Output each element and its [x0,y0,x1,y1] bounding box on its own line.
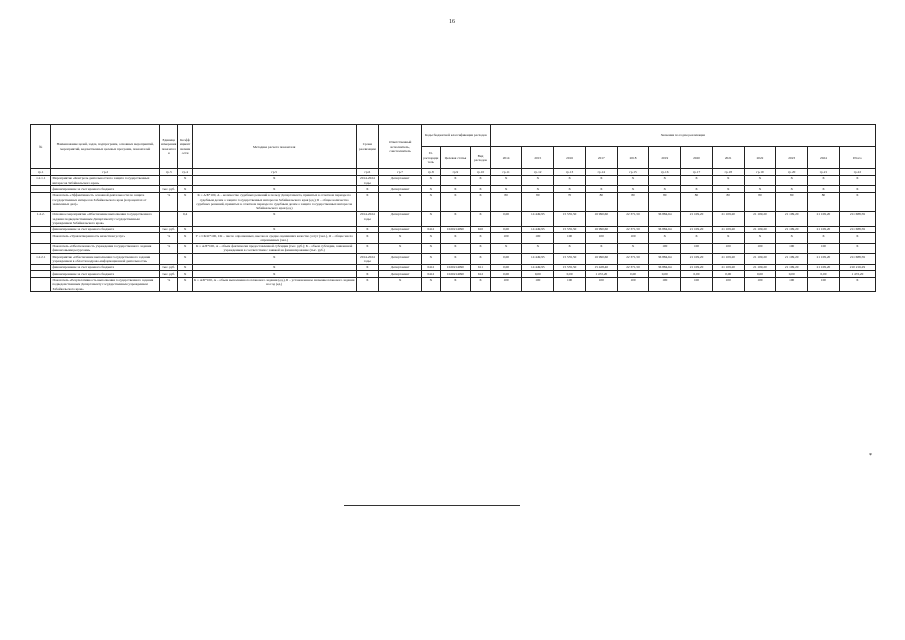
row-year-value: 21 109,20 [808,254,840,265]
row-year-value: 80 [617,192,649,211]
row-total-value: X [839,192,875,211]
column-number: гр.22 [839,169,875,175]
row-year-value: 21 109,20 [776,254,808,265]
row-year-value: X [617,243,649,254]
row-year-value: 80 [649,192,681,211]
column-number: гр.14 [585,169,617,175]
row-total-value: X [839,243,875,254]
row-year-value: 21 109,20 [776,226,808,232]
column-number: гр.5 [192,169,356,175]
row-name: финансирование за счет краевого бюджета [51,264,160,270]
row-code-target: X [440,211,471,226]
row-code-gr: X [422,232,440,243]
header-method: Методика расчета показателя [192,125,356,169]
row-method: К = А/Б*100, А – объем фактически предоставленной субсидии (тыс. руб.); Б – объем субсидии, заявленной учреждением в соответствии с заявкой на финансирование (тыс. руб.) [192,243,356,254]
row-number [31,277,51,292]
row-year-value: 21 109,20 [808,211,840,226]
column-number: гр.20 [776,169,808,175]
row-year-value: 14 449,95 [522,254,554,265]
row-year-value: 0,00 [522,271,554,277]
row-responsible: X [379,277,422,292]
table-row [31,211,876,226]
row-responsible: Департамент [379,175,422,186]
row-year-value: 21 109,20 [744,254,776,265]
row-method: У = СК/О*100, СК – число опрошенных, высоко и средне оценивших качество услуг (чел.), О – общее число опрошенных (чел.) [192,232,356,243]
row-year-value: 14 449,95 [522,264,554,270]
row-unit: % [160,277,178,292]
row-code-target: X [440,243,471,254]
header-year: 2017 [585,147,617,169]
row-year-value: 80 [744,192,776,211]
row-year-value: 16 990,60 [585,254,617,265]
row-method: X [192,186,356,192]
row-year-value: 100 [808,243,840,254]
row-code-type: X [471,175,490,186]
header-year: 2016 [554,147,586,169]
row-name: Мероприятие «Контроль деятельности по защите государственных интересов Забайкальского края» [51,175,160,186]
row-code-target: X [440,232,471,243]
row-unit: % [160,243,178,254]
row-year-value: X [617,175,649,186]
row-year-value: 21 109,20 [681,226,713,232]
row-code-type: 611 [471,264,490,270]
row-year-value: 15 535,50 [554,211,586,226]
row-name: Показатель «Эффективность основной деятельности по защите государственных интересов Забайкальского края (в процентах от заявленных дел)» [51,192,160,211]
row-term: 2014-2024 годы [356,175,379,186]
row-code-gr: X [422,277,440,292]
row-year-value: 0,00 [490,264,522,270]
row-term: X [356,232,379,243]
row-coef: X [178,175,192,186]
row-responsible: Департамент [379,254,422,265]
row-year-value: 100 [776,243,808,254]
row-year-value: X [776,175,808,186]
row-year-value: 0,00 [554,271,586,277]
row-code-type: X [471,192,490,211]
row-total-value: 1 472,20 [839,271,875,277]
row-year-value: X [744,175,776,186]
header-coef: Коэффициент значимости [178,125,192,169]
row-year-value: X [808,232,840,243]
row-year-value: 100 [681,277,713,292]
column-number: гр.12 [522,169,554,175]
row-code-type: X [471,211,490,226]
row-code-target: X [440,277,471,292]
row-total-value: 211 688,59 [839,226,875,232]
row-code-type: 610 [471,226,490,232]
row-year-value: 22 371,50 [617,211,649,226]
header-year: 2015 [522,147,554,169]
column-number: гр.6 [356,169,379,175]
row-year-value: 14 449,95 [522,211,554,226]
row-term: X [356,226,379,232]
row-year-value: 21 109,20 [712,264,744,270]
header-year: 2014 [490,147,522,169]
row-unit: тыс. руб. [160,264,178,270]
row-code-gr: 0412 [422,271,440,277]
row-year-value: 80 [490,192,522,211]
row-code-gr: X [422,243,440,254]
row-unit: тыс. руб. [160,271,178,277]
row-code-target: 1020214090 [440,226,471,232]
row-responsible: Департамент [379,211,422,226]
row-year-value: 100 [522,277,554,292]
row-year-value: X [585,175,617,186]
row-year-value: 15 535,50 [554,264,586,270]
row-term: X [356,264,379,270]
table-row [31,243,876,254]
row-year-value: 36 884,64 [649,254,681,265]
row-code-target: X [440,192,471,211]
row-responsible: Департамент [379,186,422,192]
row-term: X [356,186,379,192]
row-code-type: X [471,232,490,243]
row-name: Мероприятие «Обеспечение выполнения государственного задания учреждением в области кадрово-информационной деятельности» [51,254,160,265]
row-code-gr: X [422,192,440,211]
table-row [31,192,876,211]
row-unit: тыс. руб. [160,226,178,232]
row-year-value: 100 [712,243,744,254]
row-year-value: 100 [649,277,681,292]
header-codes: Коды бюджетной классификации расходов [422,125,491,147]
header-values: Значения по годам реализации [490,125,875,147]
row-unit [160,175,178,186]
column-number: гр.1 [31,169,51,175]
row-coef: X [178,232,192,243]
column-number: гр.10 [471,169,490,175]
page-number: 16 [449,19,455,25]
row-name: Показатель «Удовлетворенность качеством услуг» [51,232,160,243]
row-year-value: 80 [776,192,808,211]
header-unit: Единица измерения показателя [160,125,178,169]
row-total-value: 211 688,59 [839,211,875,226]
row-year-value: 21 109,20 [681,254,713,265]
row-year-value: 0,00 [490,271,522,277]
row-year-value: 0,00 [617,271,649,277]
row-year-value: 1 472,20 [585,271,617,277]
row-name: финансирование за счет краевого бюджета [51,226,160,232]
row-code-target: X [440,186,471,192]
table-row [31,277,876,292]
row-term: 2014-2024 годы [356,254,379,265]
header-code-gr: Гл. распорядитель [422,147,440,169]
row-unit [160,211,178,226]
row-year-value: 80 [712,192,744,211]
column-number: гр.8 [422,169,440,175]
row-term: X [356,243,379,254]
row-code-target: X [440,254,471,265]
row-code-type: X [471,186,490,192]
row-year-value: 100 [617,277,649,292]
row-year-value: X [744,232,776,243]
row-unit: % [160,192,178,211]
row-year-value: 21 109,20 [712,254,744,265]
header-year: 2019 [649,147,681,169]
row-code-type: X [471,277,490,292]
row-responsible: X [379,232,422,243]
row-year-value: X [712,175,744,186]
row-year-value: 100 [649,243,681,254]
row-coef: X [178,271,192,277]
row-year-value: 100 [554,277,586,292]
row-year-value: X [744,186,776,192]
row-year-value: 15 428,40 [585,264,617,270]
row-number: 1.2.2.1 [31,254,51,265]
column-number: гр.7 [379,169,422,175]
row-year-value: X [554,186,586,192]
header-num: № [31,125,51,169]
row-responsible: Департамент [379,271,422,277]
row-year-value: X [808,186,840,192]
row-year-value: 0,00 [681,271,713,277]
row-year-value: 21 109,20 [776,264,808,270]
row-coef: X [178,226,192,232]
row-year-value: 100 [744,277,776,292]
row-year-value: 21 109,20 [712,226,744,232]
row-number: 1.2.1.1 [31,175,51,186]
row-coef: X [178,264,192,270]
row-year-value: X [776,232,808,243]
header-year: 2022 [744,147,776,169]
row-year-value: X [712,232,744,243]
row-method: X [192,226,356,232]
column-number: гр.16 [649,169,681,175]
row-year-value: X [681,175,713,186]
row-year-value: X [808,175,840,186]
row-code-gr: X [422,211,440,226]
row-code-gr: X [422,254,440,265]
column-number: гр.17 [681,169,713,175]
row-year-value: 21 109,20 [776,211,808,226]
row-code-target: 1020214090 [440,264,471,270]
row-year-value: 100 [490,277,522,292]
row-year-value: 0,00 [649,271,681,277]
row-code-gr: 0412 [422,226,440,232]
row-name: финансирование за счет краевого бюджета [51,271,160,277]
table-row [31,232,876,243]
column-number: гр.18 [712,169,744,175]
row-year-value: 21 109,20 [808,226,840,232]
column-number: гр.15 [617,169,649,175]
footnote-star: * [869,453,872,459]
row-method: X [192,254,356,265]
row-year-value: 80 [522,192,554,211]
row-unit: тыс. руб. [160,186,178,192]
row-year-value: 16 990,60 [585,226,617,232]
row-method: X [192,175,356,186]
row-year-value: 0,00 [808,271,840,277]
row-code-target: 1020214090 [440,271,471,277]
column-number: гр.19 [744,169,776,175]
row-year-value: 100 [554,232,586,243]
row-method: К = А/Б*100, А – объем выполненного планового задания (ед.), Б – установленное значение планового задания на год (ед.) [192,277,356,292]
signature-line [344,505,520,506]
row-year-value: X [681,232,713,243]
row-year-value: 100 [490,232,522,243]
row-number [31,192,51,211]
row-year-value: X [554,243,586,254]
row-term: X [356,271,379,277]
row-year-value: 16 990,60 [585,211,617,226]
header-year: 2023 [776,147,808,169]
header-code-target: Целевая статья [440,147,471,169]
row-year-value: X [617,186,649,192]
row-unit: % [160,232,178,243]
row-responsible: X [379,243,422,254]
program-table [30,124,876,292]
row-term: X [356,277,379,292]
row-year-value: X [490,175,522,186]
row-year-value: 36 884,64 [649,264,681,270]
row-name: Основное мероприятие «Обеспечение выполнения государственного задания подведомственным Департаменту государственным учреждением Забайкальского края» [51,211,160,226]
header-year: 2024 [808,147,840,169]
row-coef: X [178,243,192,254]
row-total-value: X [839,277,875,292]
row-number [31,243,51,254]
row-year-value: X [490,243,522,254]
row-responsible: Департамент [379,264,422,270]
row-year-value: X [522,186,554,192]
row-total-value: X [839,175,875,186]
header-name: Наименование целей, задач, подпрограмм, основных мероприятий, мероприятий, ведомственных целевых программ, показателей [51,125,160,169]
row-year-value: 36 884,64 [649,211,681,226]
column-number: гр.3 [160,169,178,175]
row-name: финансирование за счет краевого бюджета [51,186,160,192]
row-year-value: 21 109,20 [808,264,840,270]
row-coef: X [178,277,192,292]
row-method: X [192,271,356,277]
row-year-value: 0,00 [712,271,744,277]
row-year-value: X [712,186,744,192]
row-code-gr: X [422,175,440,186]
row-coef: X [178,186,192,192]
row-year-value: 80 [808,192,840,211]
row-number [31,232,51,243]
row-year-value: X [681,186,713,192]
header-term: Сроки реализации [356,125,379,169]
table-row [31,175,876,186]
row-year-value: 21 109,20 [712,211,744,226]
row-year-value: X [522,243,554,254]
row-unit [160,254,178,265]
row-year-value: 70 [554,192,586,211]
row-total-value: 210 216,29 [839,264,875,270]
row-total-value: X [839,186,875,192]
row-year-value: 22 371,50 [617,264,649,270]
row-method: X [192,211,356,226]
row-year-value: X [490,186,522,192]
row-code-gr: 0412 [422,264,440,270]
row-year-value: 100 [681,243,713,254]
row-year-value: 100 [522,232,554,243]
row-code-type: X [471,243,490,254]
row-year-value: 15 535,50 [554,226,586,232]
row-year-value: 100 [776,277,808,292]
header-resp: Ответственный исполнитель, соисполнитель [379,125,422,169]
row-year-value: 0,00 [490,226,522,232]
row-year-value: 21 109,20 [744,226,776,232]
row-year-value: X [649,232,681,243]
table-row [31,254,876,265]
row-term: 2014-2024 годы [356,211,379,226]
row-year-value: 0,00 [744,271,776,277]
row-year-value: 15 535,50 [554,254,586,265]
row-coef: X [178,254,192,265]
column-number: гр.9 [440,169,471,175]
row-responsible: X [379,192,422,211]
row-year-value: 21 109,20 [681,211,713,226]
row-year-value: 100 [585,232,617,243]
row-year-value: 80 [681,192,713,211]
row-year-value: X [554,175,586,186]
row-code-type: 612 [471,271,490,277]
row-number: 1.2.2. [31,211,51,226]
row-year-value: 22 371,50 [617,254,649,265]
row-code-gr: X [422,186,440,192]
column-number: гр.11 [490,169,522,175]
row-year-value: X [585,186,617,192]
header-year: 2020 [681,147,713,169]
table-body [31,175,876,292]
row-term: X [356,192,379,211]
row-method: X [192,264,356,270]
row-year-value: 100 [808,277,840,292]
row-year-value: 0,00 [776,271,808,277]
row-year-value: 21 109,20 [744,211,776,226]
row-total-value: X [839,232,875,243]
column-number: гр.2 [51,169,160,175]
row-year-value: 0,00 [490,211,522,226]
row-year-value: 80 [585,192,617,211]
row-year-value: 100 [744,243,776,254]
column-number: гр.13 [554,169,586,175]
program-table-container [30,124,876,292]
row-year-value: 100 [617,232,649,243]
row-year-value: 22 371,50 [617,226,649,232]
row-total-value: 211 688,59 [839,254,875,265]
row-year-value: X [649,186,681,192]
row-coef: X [178,192,192,211]
row-name: Показатель «Результативность выполнения государственного задания подведомственным Департаменту государственным учреждением Забайкальского края» [51,277,160,292]
header-code-type: Вид расходов [471,147,490,169]
row-year-value: 36 884,64 [649,226,681,232]
row-year-value: X [776,186,808,192]
row-year-value: 21 109,20 [681,264,713,270]
column-number: гр.21 [808,169,840,175]
header-year: 2018 [617,147,649,169]
row-year-value: 0,00 [490,254,522,265]
row-year-value: 21 109,20 [744,264,776,270]
row-code-target: X [440,175,471,186]
row-name: Показатель «Обеспеченность учреждения государственного задания финансовыми ресурсами» [51,243,160,254]
row-method: К = А/Б*100, А – количество судебных решений в пользу Департамента, принятых в отчетном периоде по судебным делам о защите государственных интересов Забайкальского края (ед.); Б – общее количество судебных решений, принятых в отчетном периоде по судебным делам о защите государственных интересов Забайкальского края (ед.) [192,192,356,211]
row-year-value: 100 [712,277,744,292]
row-year-value: X [649,175,681,186]
column-number: гр.4 [178,169,192,175]
row-year-value: 14 449,95 [522,226,554,232]
row-year-value: X [522,175,554,186]
header-total: Итого [839,147,875,169]
row-responsible: Департамент [379,226,422,232]
row-year-value: 100 [585,277,617,292]
row-coef: 0,4 [178,211,192,226]
row-year-value: X [585,243,617,254]
row-code-type: X [471,254,490,265]
header-year: 2021 [712,147,744,169]
